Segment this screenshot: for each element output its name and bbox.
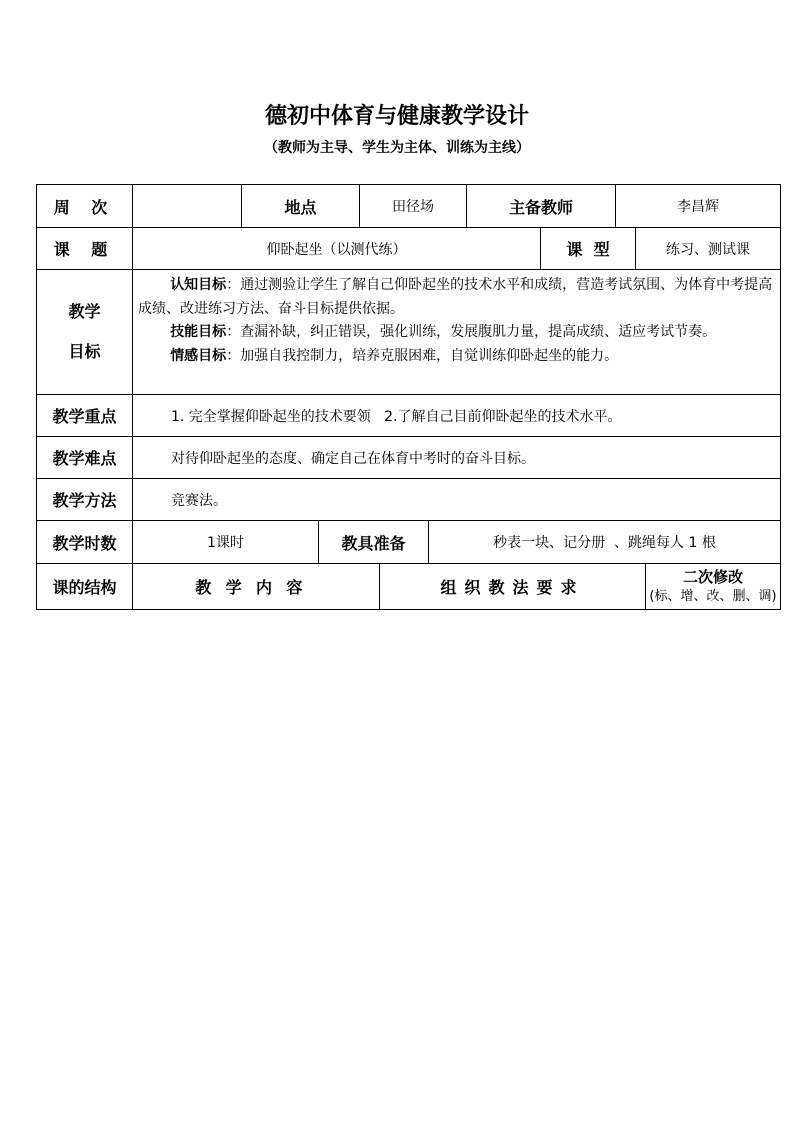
row-key-points <box>37 395 780 437</box>
topic-label: 课 题 <box>37 228 133 269</box>
row-structure <box>37 564 780 609</box>
cognitive-goal <box>138 274 774 321</box>
goals-label <box>37 270 133 394</box>
revise-label: 二次修改 <box>682 567 743 586</box>
row-topic <box>37 228 780 270</box>
key-points-label: 教学重点 <box>37 395 133 436</box>
equipment-value: 秒表一块、记分册 、跳绳每人 1 根 <box>493 535 716 551</box>
type-label: 课 型 <box>541 228 636 269</box>
revise-cell <box>646 564 780 609</box>
row-goals <box>37 270 780 395</box>
emotion-goal <box>138 345 774 369</box>
methods-label: 教学方法 <box>37 479 133 520</box>
page-title: 德初中体育与健康教学设计 <box>264 104 529 129</box>
cognitive-goal-label: 认知目标 <box>170 277 227 293</box>
teacher-label: 主备教师 <box>467 185 616 227</box>
difficulties-label: 教学难点 <box>37 437 133 478</box>
cognitive-goal-text: ：通过测验让学生了解自己仰卧起坐的技术水平和成绩，营造考试氛围、为体育中考提高成绩、改进练习方法、奋斗目标提供依据。 <box>138 277 773 317</box>
place-label: 地点 <box>242 185 360 227</box>
content-label: 教学内容 <box>133 564 380 609</box>
key-points-text: 1. 完全掌握仰卧起坐的技术要领 2.了解自己目前仰卧起坐的技术水平。 <box>171 408 622 425</box>
skill-goal-label: 技能目标 <box>170 324 227 340</box>
goals-content <box>133 270 780 394</box>
lesson-plan-table <box>36 184 781 610</box>
row-hours <box>37 521 780 564</box>
row-methods <box>37 479 780 521</box>
difficulties-text: 对待仰卧起坐的态度、确定自己在体育中考时的奋斗目标。 <box>171 450 535 467</box>
structure-label: 课的结构 <box>37 564 133 609</box>
revise-sub: (标、增、改、删、调) <box>649 588 777 604</box>
row-week <box>37 185 780 228</box>
hours-value: 1课时 <box>133 521 319 563</box>
teacher-value: 李昌辉 <box>677 199 719 215</box>
topic-value: 仰卧起坐（以测代练） <box>133 228 541 269</box>
methods-text: 竞赛法。 <box>171 492 227 509</box>
org-label: 组织教法要求 <box>380 564 646 609</box>
equipment-label: 教具准备 <box>319 521 429 563</box>
hours-label: 教学时数 <box>37 521 133 563</box>
place-value: 田径场 <box>360 185 467 227</box>
skill-goal-text: ：查漏补缺，纠正错误，强化训练，发展腹肌力量，提高成绩、适应考试节奏。 <box>226 324 717 340</box>
week-label: 周 次 <box>37 185 133 227</box>
page-subtitle: （教师为主导、学生为主体、训练为主线） <box>264 140 530 156</box>
emotion-goal-label: 情感目标 <box>170 347 227 364</box>
type-value: 练习、测试课 <box>666 241 750 258</box>
goals-label-line1: 教学 <box>68 302 101 321</box>
row-difficulties <box>37 437 780 479</box>
week-value <box>133 185 242 227</box>
skill-goal <box>138 321 774 345</box>
goals-label-line2: 目标 <box>68 342 101 361</box>
emotion-goal-text: ：加强自我控制力，培养克服困难，自觉训练仰卧起坐的能力。 <box>226 347 619 364</box>
